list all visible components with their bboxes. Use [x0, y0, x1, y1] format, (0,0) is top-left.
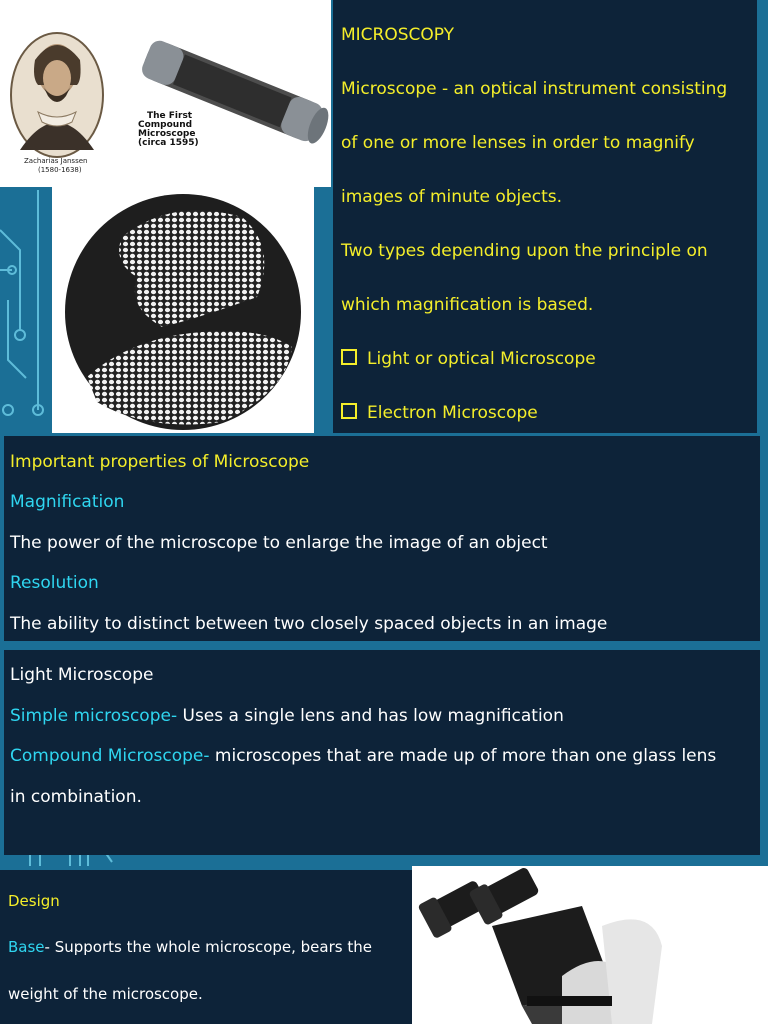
type-item-light-label: Light or optical Microscope	[367, 349, 596, 369]
properties-heading: Important properties of Microscope	[10, 452, 310, 472]
microscope-caption-4: (circa 1595)	[138, 138, 199, 148]
janssen-caption-years: (1580-1638)	[38, 166, 82, 174]
slide-title: MICROSCOPY	[341, 25, 455, 45]
resolution-description: The ability to distinct between two closely spaced objects in an image	[10, 614, 608, 634]
resolution-label: Resolution	[10, 573, 99, 593]
magnification-label: Magnification	[10, 492, 125, 512]
light-microscope-panel	[4, 650, 760, 855]
compound-microscope-photo	[412, 866, 768, 1024]
type-item-electron	[341, 403, 538, 423]
base-label: Base	[8, 938, 45, 956]
compound-microscope-description: microscopes that are made up of more than one glass lens	[209, 746, 717, 766]
type-item-light	[341, 349, 596, 369]
types-line-2: which magnification is based.	[341, 295, 594, 315]
properties-panel	[4, 436, 760, 641]
definition-line-2: of one or more lenses in order to magnify	[341, 133, 695, 153]
microscope-caption-2: Compound	[138, 120, 193, 130]
types-line-1: Two types depending upon the principle on	[341, 241, 708, 261]
janssen-caption-name: Zacharias Janssen	[24, 157, 88, 165]
checkbox-bullet-icon	[341, 349, 357, 365]
magnification-description: The power of the microscope to enlarge the image of an object	[10, 533, 548, 553]
definition-line-3: images of minute objects.	[341, 187, 563, 207]
janssen-and-first-microscope-image	[0, 0, 331, 187]
checkbox-bullet-icon	[341, 403, 357, 419]
simple-microscope-line	[10, 706, 564, 726]
cork-cells-drawing	[52, 187, 314, 433]
design-panel	[0, 870, 412, 1024]
microscope-caption-3: Microscope	[138, 129, 196, 139]
compound-microscope-label: Compound Microscope-	[10, 746, 210, 766]
light-microscope-heading: Light Microscope	[10, 665, 154, 685]
base-description: - Supports the whole microscope, bears the	[44, 938, 372, 956]
simple-microscope-description: Uses a single lens and has low magnification	[177, 706, 564, 726]
definition-line-1: Microscope - an optical instrument consisting	[341, 79, 728, 99]
compound-microscope-line	[10, 746, 716, 766]
microscopy-definition-panel	[333, 0, 757, 433]
type-item-electron-label: Electron Microscope	[367, 403, 538, 423]
microscope-caption-1: The First	[147, 111, 193, 121]
base-description-2: weight of the microscope.	[8, 985, 203, 1003]
base-line	[8, 938, 372, 956]
simple-microscope-label: Simple microscope-	[10, 706, 178, 726]
compound-microscope-description-2: in combination.	[10, 787, 142, 807]
design-heading: Design	[8, 892, 60, 910]
